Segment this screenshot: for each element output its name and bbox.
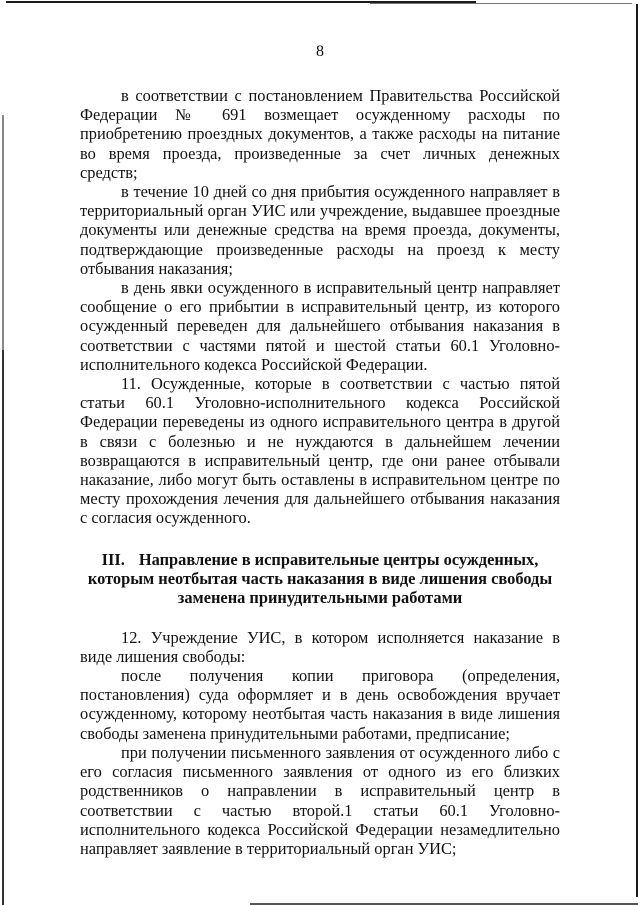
paragraph-expense-documents: в течение 10 дней со дня прибытия осужденного направляет в территориальный орган УИС или учреждение, выдавшее проездные документы или денежные средства на время проезда, документы, подтверждающие произведенные расходы на проезд к месту отбывания наказания; xyxy=(80,182,560,278)
scan-edge-top-faint xyxy=(370,3,632,4)
paragraph-item-11: 11. Осужденные, которые в соответствии с частью пятой статьи 60.1 Уголовно-исполнительного кодекса Российской Федерации переведены из одного исправительного центра в другой в связи с болезнью и не нуждаются в дальнейшем лечении возвращаются в исправительный центр, где они ранее отбывали наказание, либо могут быть оставлены в исправительном центре по месту прохождения лечения для дальнейшего отбывания наказания с согласия осужденного. xyxy=(80,374,560,528)
section-heading xyxy=(80,550,560,607)
paragraph-item-12: 12. Учреждение УИС, в котором исполняется наказание в виде лишения свободы: xyxy=(80,627,560,666)
paragraph-arrival-notice: в день явки осужденного в исправительный центр направляет сообщение о его прибытии в исправительный центр, из которого осужденный переведен для дальнейшего отбывания наказания в соответствии с частями пятой и шестой статьи 60.1 Уголовно-исполнительного кодекса Российской Федерации. xyxy=(80,278,560,374)
document-body xyxy=(80,86,560,858)
paragraph-prescription: после получения копии приговора (определения, постановления) суда оформляет и в день освобождения вручает осужденному, которому неотбытая часть наказания в виде лишения свободы заменена принудительными работами, предписание; xyxy=(80,666,560,743)
scan-edge-left-dark xyxy=(2,350,4,905)
section-heading-line-1 xyxy=(80,550,560,569)
scan-edge-right xyxy=(636,4,638,897)
paragraph-written-application: при получении письменного заявления от осужденного либо с его согласия письменного заявления от одного из его близких родственников о направлении в исправительный центр в соответствии с частью второй.1 статьи 60.1 Уголовно-исполнительного кодекса Российской Федерации незамедлительно направляет заявление в территориальный орган УИС; xyxy=(80,742,560,858)
section-heading-line-3: заменена принудительными работами xyxy=(177,587,463,607)
page-number: 8 xyxy=(316,43,324,60)
section-number: III. xyxy=(101,549,125,569)
section-heading-line-2: которым неотбытая часть наказания в виде лишения свободы xyxy=(87,568,553,588)
section-heading-text-1: Направление в исправительные центры осужденных, xyxy=(138,549,539,569)
paragraph-reimbursement: в соответствии с постановлением Правительства Российской Федерации № 691 возмещает осужденному расходы по приобретению проездных документов, а также расходы на питание во время проезда, произведенные за счет личных денежных средств; xyxy=(80,86,560,182)
